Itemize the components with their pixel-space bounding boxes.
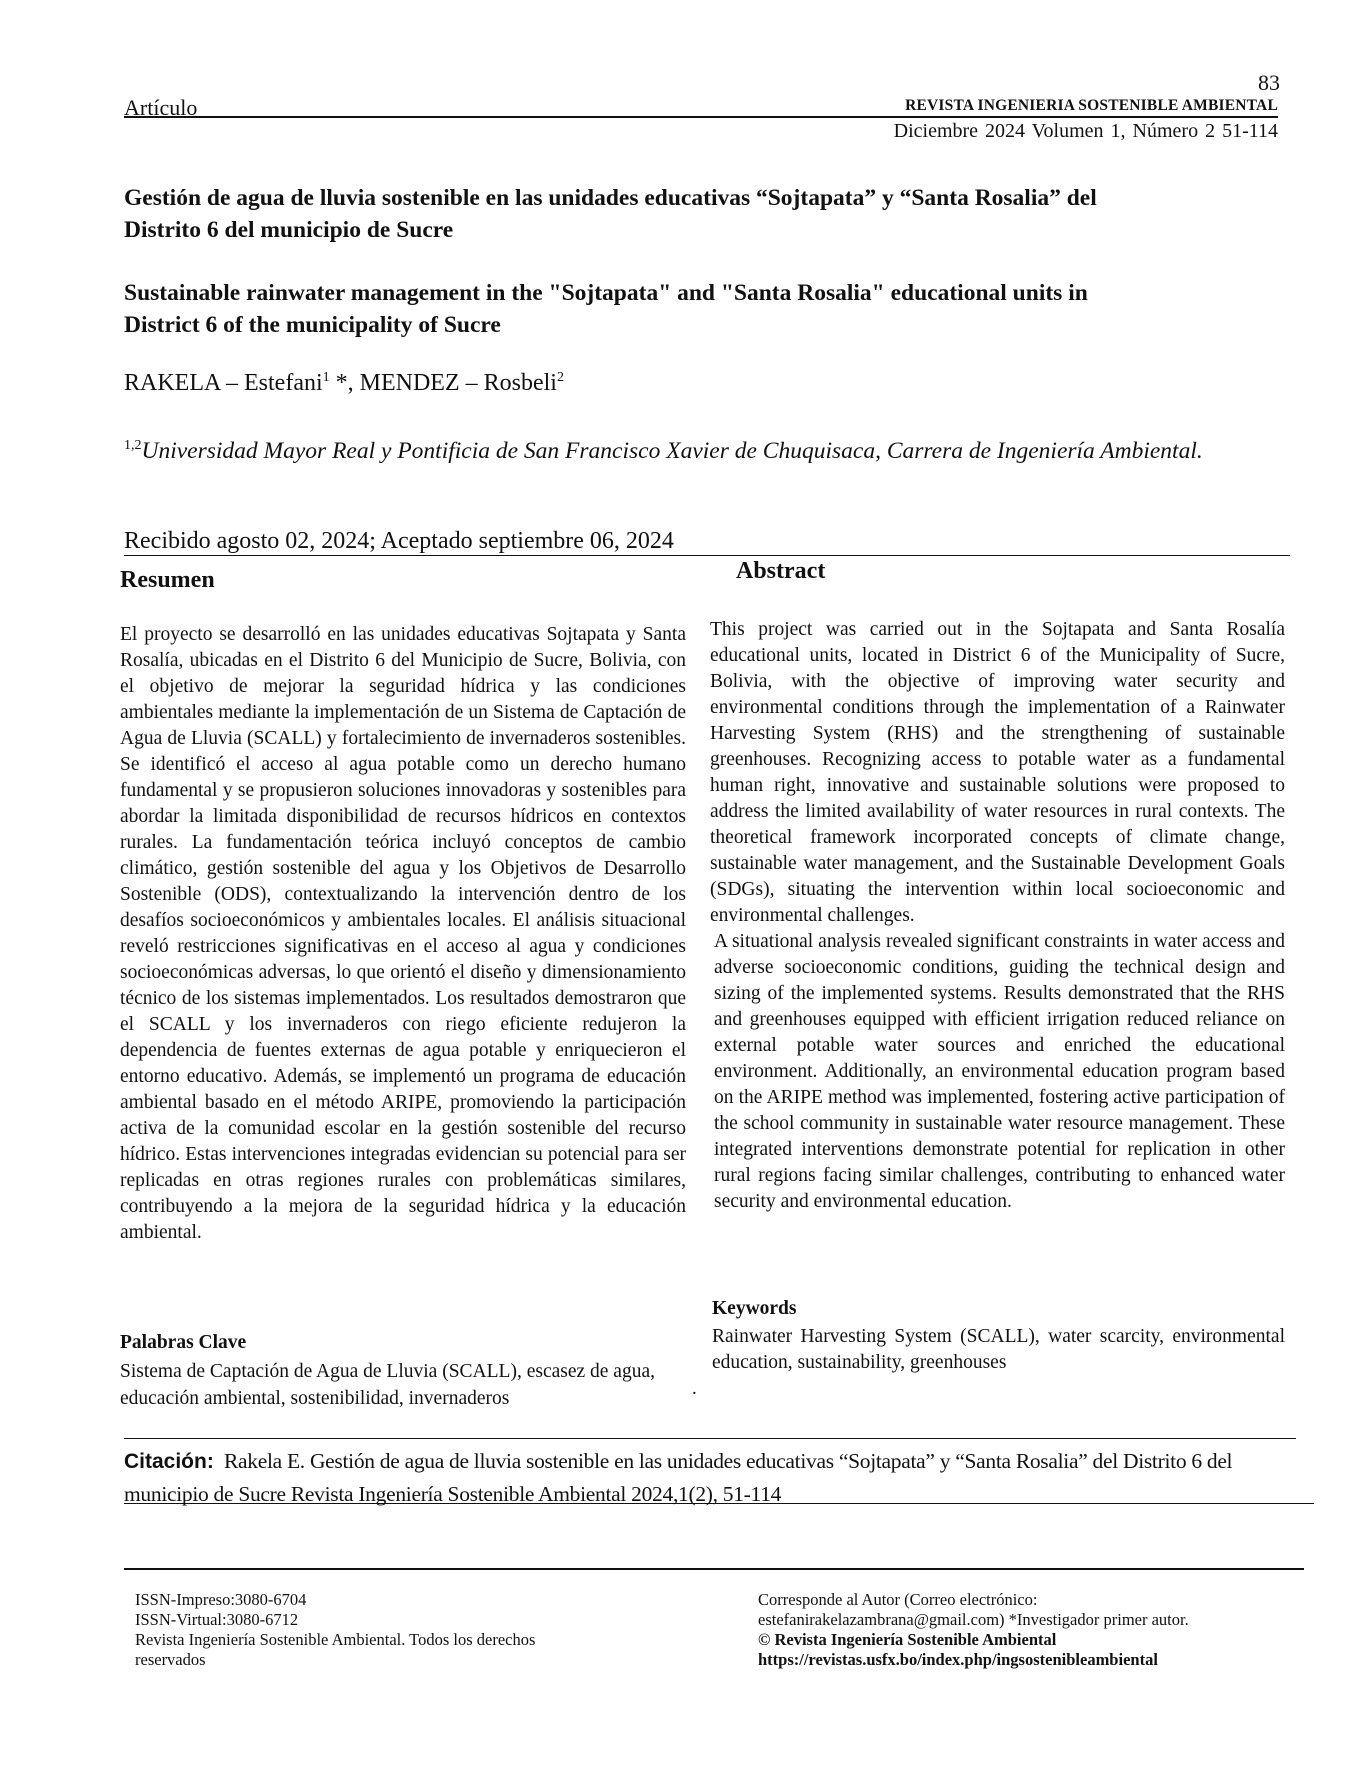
footer-divider	[124, 1568, 1304, 1570]
title-spanish-line-2: Distrito 6 del municipio de Sucre	[124, 217, 454, 243]
journal-url-link[interactable]: https://revistas.usfx.bo/index.php/ingsostenibleambiental	[758, 1650, 1158, 1669]
page-number: 83	[1258, 70, 1280, 95]
citation-label: Citación:	[124, 1450, 214, 1473]
author-1-name: RAKELA – Estefani	[124, 370, 323, 396]
section-label: Artículo	[124, 95, 198, 120]
footer-issn-block	[135, 1590, 675, 1670]
affiliation-text: Universidad Mayor Real y Pontificia de San Francisco Xavier de Chuquisaca, Carrera de Ingeniería Ambiental.	[141, 437, 1203, 464]
citation-bottom-divider	[124, 1503, 1314, 1504]
issue-info: Diciembre 2024 Volumen 1, Número 2 51-114	[893, 120, 1278, 142]
issn-print: ISSN-Impreso:3080-6704	[135, 1590, 307, 1609]
title-spanish-line-1: Gestión de agua de lluvia sostenible en las unidades educativas “Sojtapata” y “Santa Rosalia” del	[124, 185, 1097, 211]
rights-line-2: reservados	[135, 1650, 206, 1669]
author-2-affiliation-mark: 2	[556, 370, 564, 385]
resumen-body: El proyecto se desarrolló en las unidades educativas Sojtapata y Santa Rosalía, ubicadas en el Distrito 6 del Municipio de Sucre, Bolivia, con el objetivo de mejorar la seguridad hídrica y las condiciones ambientales mediante la implementación de un Sistema de Captación de Agua de Lluvia (SCALL) y fortalecimiento de invernaderos sostenibles. Se identificó el acceso al agua potable como un derecho humano fundamental y se propusieron soluciones innovadoras y sostenibles para abordar la limitada disponibilidad de recursos hídricos en contextos rurales. La fundamentación teórica incluyó conceptos de cambio climático, gestión sostenible del agua y los Objetivos de Desarrollo Sostenible (ODS), contextualizando la intervención dentro de los desafíos socioeconómicos y ambientales locales. El análisis situacional reveló restricciones significativas en el acceso al agua y condiciones socioeconómicas adversas, lo que orientó el diseño y dimensionamiento técnico de los sistemas implementados. Los resultados demostraron que el SCALL y los invernaderos con riego eficiente redujeron la dependencia de fuentes externas de agua potable y enriquecieron el entorno educativo. Además, se implementó un programa de educación ambiental basado en el método ARIPE, promoviendo la participación activa de la comunidad escolar en la gestión sostenible del recurso hídrico. Estas intervenciones integradas evidencian su potencial para ser replicadas en otras regiones rurales con problemáticas similares, contribuyendo a la mejora de la seguridad hídrica y la educación ambiental.	[120, 624, 686, 1243]
title-english-line-1: Sustainable rainwater management in the "Sojtapata" and "Santa Rosalia" educational units in	[124, 280, 1088, 306]
footer-contact-block	[758, 1590, 1298, 1670]
abstract-paragraph-2: A situational analysis revealed significant constraints in water access and adverse socioeconomic conditions, guiding the technical design and sizing of the implemented systems. Results demonstrated that the RHS and greenhouses equipped with efficient irrigation reduced reliance on external potable water sources and enriched the educational environment. Additionally, an environmental education program based on the ARIPE method was implemented, fostering active participation of the school community in sustainable water resource management. These integrated interventions demonstrate potential for replication in other rural regions facing similar challenges, contributing to enhanced water security and environmental education.	[714, 931, 1285, 1212]
contact-email-line: estefanirakelazambrana@gmail.com) *Investigador primer autor.	[758, 1610, 1189, 1629]
resumen-heading: Resumen	[120, 567, 215, 593]
abstract-paragraph-1: This project was carried out in the Sojtapata and Santa Rosalía educational units, located in District 6 of the Municipality of Sucre, Bolivia, with the objective of improving water security and environmental conditions through the implementation of a Rainwater Harvesting System (RHS) and the strengthening of sustainable greenhouses. Recognizing access to potable water as a fundamental human right, innovative and sustainable solutions were proposed to address the limited availability of water resources in rural contexts. The theoretical framework incorporated concepts of climate change, sustainable water management, and the Sustainable Development Goals (SDGs), situating the intervention within local socioeconomic and environmental challenges.	[710, 619, 1285, 926]
journal-name: REVISTA INGENIERIA SOSTENIBLE AMBIENTAL	[905, 97, 1278, 114]
palabras-clave-label: Palabras Clave	[120, 1332, 247, 1353]
author-1-affiliation-mark: 1	[322, 370, 330, 385]
citation-text: Rakela E. Gestión de agua de lluvia sostenible en las unidades educativas “Sojtapata” y “Santa Rosalia” del Distrito 6 del municipio de Sucre Revista Ingeniería Sostenible Ambiental 2024,1(2), 51-114	[124, 1449, 1233, 1506]
author-separator: *,	[329, 370, 360, 396]
copyright-notice: © Revista Ingeniería Sostenible Ambiental	[758, 1630, 1057, 1649]
author-list	[124, 370, 564, 397]
author-2-name: MENDEZ – Rosbeli	[359, 370, 557, 396]
title-english-line-2: District 6 of the municipality of Sucre	[124, 312, 501, 338]
header-divider	[124, 116, 1278, 118]
received-divider	[124, 555, 1290, 556]
keywords-label: Keywords	[712, 1298, 797, 1319]
abstract-heading: Abstract	[736, 558, 826, 584]
stray-period: .	[692, 1378, 697, 1399]
title-english	[124, 277, 1254, 341]
citation	[124, 1445, 1314, 1510]
abstract-body	[710, 617, 1285, 1215]
affiliation-mark: 1,2	[124, 438, 142, 453]
received-dates: Recibido agosto 02, 2024; Aceptado septiembre 06, 2024	[124, 528, 674, 554]
rights-line-1: Revista Ingeniería Sostenible Ambiental. Todos los derechos	[135, 1630, 536, 1649]
title-spanish	[124, 182, 1254, 246]
keywords-text: Rainwater Harvesting System (SCALL), water scarcity, environmental education, sustainability, greenhouses	[712, 1326, 1285, 1373]
palabras-clave-text: Sistema de Captación de Agua de Lluvia (SCALL), escasez de agua, educación ambiental, sostenibilidad, invernaderos	[120, 1361, 655, 1409]
contact-line-1: Corresponde al Autor (Correo electrónico:	[758, 1590, 1038, 1609]
issn-online: ISSN-Virtual:3080-6712	[135, 1610, 299, 1629]
citation-top-divider	[124, 1438, 1296, 1439]
affiliation	[124, 430, 1254, 467]
